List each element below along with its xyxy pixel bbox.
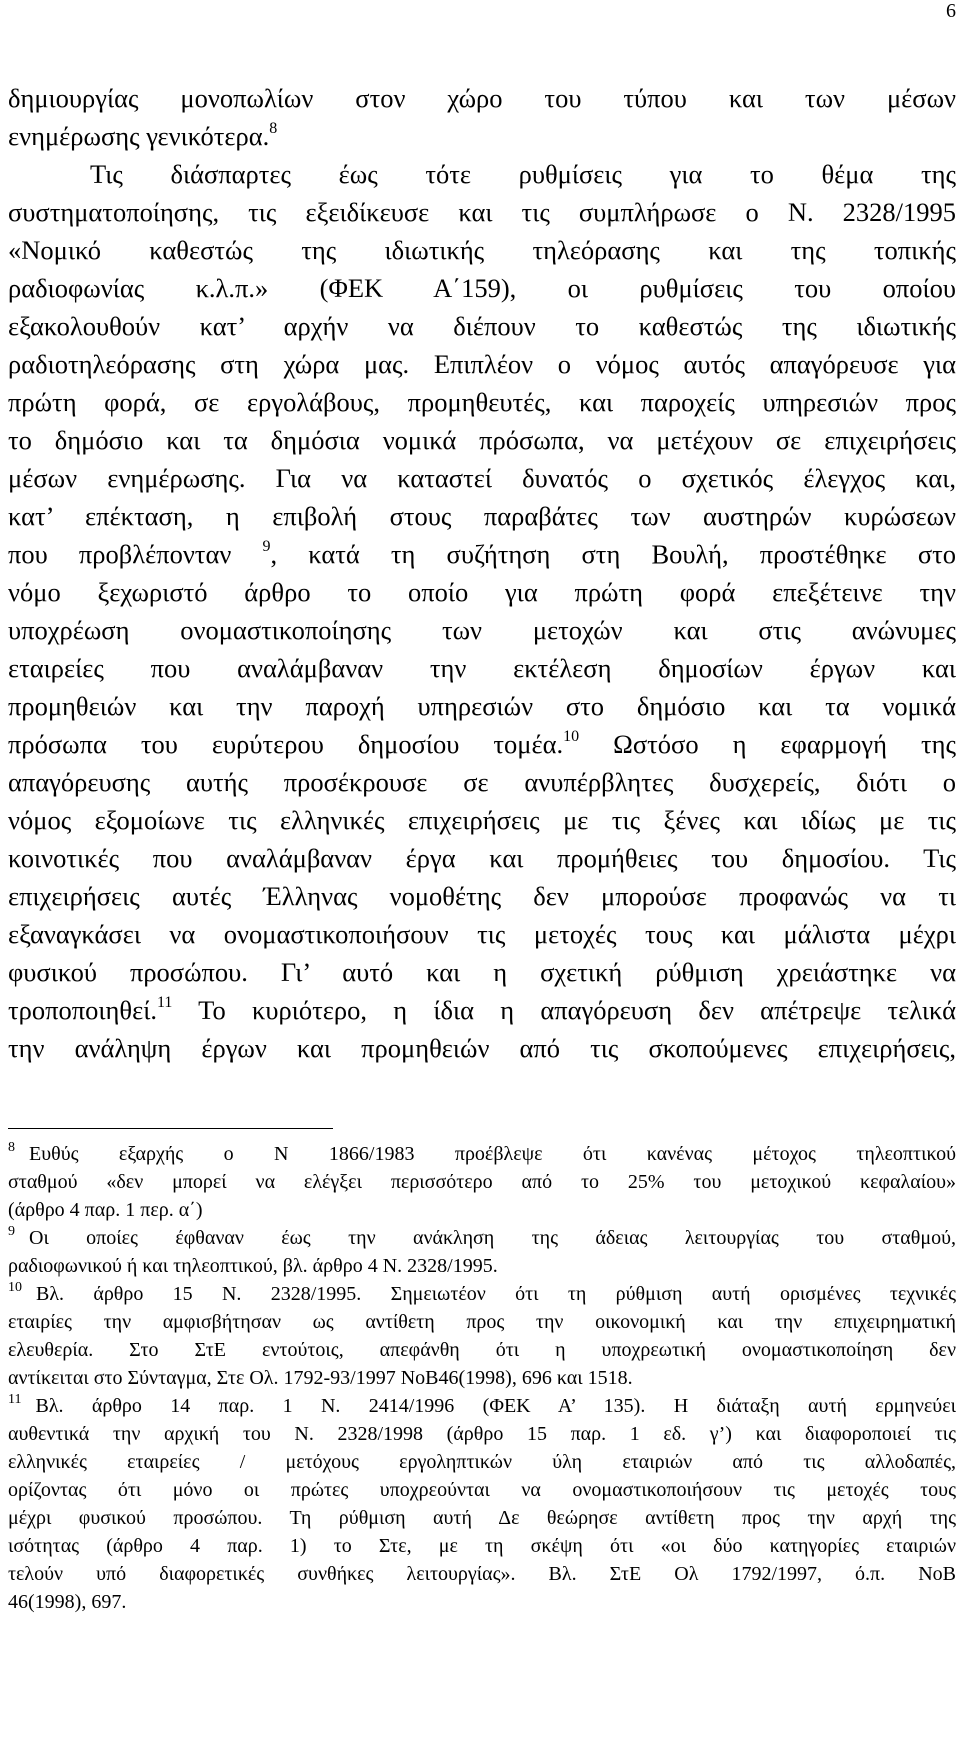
body-line-text: συστηματοποίησης, τις εξειδίκευσε και τις συμπλήρωσε ο Ν. 2328/1995 [8, 197, 956, 227]
footnote-line [8, 1560, 956, 1588]
body-line [8, 839, 956, 877]
footnote-text: ελευθερία. Στο ΣτΕ εντούτοις, απεφάνθη ότι η υποχρεωτική ονομαστικοποίηση δεν [8, 1339, 956, 1361]
footnote-line [8, 1476, 956, 1504]
body-line-text: εταιρείες που αναλάμβαναν την εκτέλεση δημοσίων έργων και [8, 653, 956, 683]
footnote-number: 8 [8, 1140, 15, 1155]
body-line-text: νόμο ξεχωριστό άρθρο το οποίο για πρώτη φορά επεξέτεινε την [8, 577, 956, 607]
footnote-text: αυθεντικά την αρχική του Ν. 2328/1998 (άρθρο 15 παρ. 1 εδ. γ’) και διαφοροποιεί τις [8, 1423, 956, 1445]
footnote-text: μέχρι φυσικού προσώπου. Τη ρύθμιση αυτή Δε θεώρησε αντίθετη προς την αρχή της [8, 1507, 956, 1529]
body-line [8, 573, 956, 611]
footnote [8, 1280, 956, 1392]
body-line [8, 649, 956, 687]
footnote-separator [8, 1128, 333, 1129]
footnote-line [8, 1364, 956, 1392]
footnote-text: Οι οποίες έφθαναν έως την ανάκληση της άδειας λειτουργίας του σταθμού, [29, 1227, 956, 1249]
footnotes [8, 1140, 956, 1616]
body-line-text: κοινοτικές που αναλάμβαναν έργα και προμήθειες του δημοσίου. Τις [8, 843, 956, 873]
footnote-reference[interactable]: 9 [262, 538, 271, 555]
body-line [8, 383, 956, 421]
footnote-line [8, 1196, 956, 1224]
body-line-text: μέσων ενημέρωσης. Για να καταστεί δυνατός ο σχετικός έλεγχος και, [8, 463, 956, 493]
footnote-number: 11 [8, 1392, 22, 1407]
body-line-continuation: Το κυριότερο, η ίδια η απαγόρευση δεν απέτρεψε τελικά [172, 995, 956, 1025]
footnote-text: ελληνικές εταιρείες / μετόχους εργοληπτικών ύλη εταιριών από τις αλλοδαπές, [8, 1451, 956, 1473]
footnote-text: ορίζοντας ότι μόνο οι πρώτες υποχρεούνται να ονομαστικοποιήσουν τις μετοχές τους [8, 1479, 956, 1501]
body-line [8, 155, 956, 193]
footnote-text: 46(1998), 697. [8, 1591, 127, 1613]
footnote-number: 10 [8, 1280, 22, 1295]
body-line-text: που προβλέπονταν [8, 539, 263, 569]
body-line-text: επιχειρήσεις αυτές Έλληνας νομοθέτης δεν μπορούσε προφανώς να τι [8, 881, 956, 911]
footnote-line [8, 1168, 956, 1196]
body-line-text: κατ’ επέκταση, η επιβολή στους παραβάτες των αυστηρών κυρώσεων [8, 501, 956, 531]
body-line-text: τροποποιηθεί. [8, 995, 157, 1025]
body-line-text: ραδιοφωνίας κ.λ.π.» (ΦΕΚ Α΄159), οι ρυθμίσεις του οποίου [8, 273, 956, 303]
body-line-text: νόμος εξομοίωνε τις ελληνικές επιχειρήσεις με τις ξένες και ιδίως με τις [8, 805, 956, 835]
body-text [8, 79, 956, 1067]
body-line [8, 117, 956, 155]
footnote [8, 1140, 956, 1224]
body-line-text: ενημέρωσης γενικότερα. [8, 121, 270, 151]
body-line [8, 307, 956, 345]
body-line-text: πρώτη φορά, σε εργολάβους, προμηθευτές, και παροχείς υπηρεσιών προς [8, 387, 956, 417]
footnote-text: εταιρίες την αμφισβήτησαν ως αντίθετη προς την οικονομική και την επιχειρηματική [8, 1311, 956, 1333]
body-line-text: πρόσωπα του ευρύτερου δημοσίου τομέα. [8, 729, 564, 759]
body-line-text: Τις διάσπαρτες έως τότε ρυθμίσεις για το θέμα της [90, 159, 956, 189]
body-line-continuation: , κατά τη συζήτηση στη Βουλή, προστέθηκε στο [270, 539, 956, 569]
footnote-line [8, 1280, 956, 1308]
footnote-line [8, 1252, 956, 1280]
footnote-line [8, 1224, 956, 1252]
footnote-text: (άρθρο 4 παρ. 1 περ. α΄) [8, 1199, 203, 1221]
footnote-line [8, 1420, 956, 1448]
body-line-text: προμηθειών και την παροχή υπηρεσιών στο δημόσιο και τα νομικά [8, 691, 956, 721]
body-line [8, 459, 956, 497]
footnote-line [8, 1392, 956, 1420]
footnote-text: Βλ. άρθρο 15 Ν. 2328/1995. Σημειωτέον ότι τη ρύθμιση αυτή ορισμένες τεχνικές [36, 1283, 956, 1305]
footnote-line [8, 1308, 956, 1336]
footnote-reference[interactable]: 11 [156, 994, 173, 1011]
footnote-line [8, 1140, 956, 1168]
footnote-line [8, 1532, 956, 1560]
body-line [8, 611, 956, 649]
footnote-line [8, 1336, 956, 1364]
body-line [8, 953, 956, 991]
footnote-text: Ευθύς εξαρχής ο Ν 1866/1983 προέβλεψε ότι κανένας μέτοχος τηλεοπτικού [29, 1143, 956, 1165]
body-line-text: το δημόσιο και τα δημόσια νομικά πρόσωπα, να μετέχουν σε επιχειρήσεις [8, 425, 956, 455]
body-line-text: υποχρέωση ονομαστικοποίησης των μετοχών και στις ανώνυμες [8, 615, 956, 645]
body-line-text: απαγόρευσης αυτής προσέκρουσε σε ανυπέρβλητες δυσχερείς, διότι ο [8, 767, 956, 797]
body-line [8, 193, 956, 231]
body-line-text: εξαναγκάσει να ονομαστικοποιήσουν τις μετοχές τους και μάλιστα μέχρι [8, 919, 956, 949]
body-line [8, 421, 956, 459]
footnote-reference[interactable]: 8 [269, 120, 278, 137]
body-line [8, 991, 956, 1029]
body-line [8, 345, 956, 383]
footnote-text: ισότητας (άρθρο 4 παρ. 1) το Στε, με τη σκέψη ότι «οι δύο κατηγορίες εταιριών [8, 1535, 956, 1557]
body-line [8, 1029, 956, 1067]
body-line-continuation: Ωστόσο η εφαρμογή της [579, 729, 956, 759]
footnote-line [8, 1588, 956, 1616]
body-line [8, 725, 956, 763]
body-line-text: την ανάληψη έργων και προμηθειών από τις σκοπούμενες επιχειρήσεις, [8, 1033, 956, 1063]
body-line [8, 269, 956, 307]
body-line-text: δημιουργίας μονοπωλίων στον χώρο του τύπου και των μέσων [8, 83, 956, 113]
body-line [8, 231, 956, 269]
footnote-text: τελούν υπό διαφορετικές συνθήκες λειτουργίας». Βλ. ΣτΕ Ολ 1792/1997, ό.π. ΝοΒ [8, 1563, 956, 1585]
body-line-text: εξακολουθούν κατ’ αρχήν να διέπουν το καθεστώς της ιδιωτικής [8, 311, 956, 341]
footnote-text: αντίκειται στο Σύνταγμα, Στε Ολ. 1792-93/1997 ΝοΒ46(1998), 696 και 1518. [8, 1367, 633, 1389]
body-line [8, 535, 956, 573]
footnote-number: 9 [8, 1224, 15, 1239]
page-number: 6 [946, 0, 956, 22]
body-line [8, 801, 956, 839]
body-line [8, 687, 956, 725]
footnote [8, 1392, 956, 1616]
body-line [8, 763, 956, 801]
body-line [8, 79, 956, 117]
body-line-text: ραδιοτηλεόρασης στη χώρα μας. Επιπλέον ο νόμος αυτός απαγόρευσε για [8, 349, 956, 379]
body-line-text: «Νομικό καθεστώς της ιδιωτικής τηλεόρασης και της τοπικής [8, 235, 956, 265]
footnote-text: σταθμού «δεν μπορεί να ελέγξει περισσότερο από το 25% του μετοχικού κεφαλαίου» [8, 1171, 956, 1193]
footnote [8, 1224, 956, 1280]
footnote-reference[interactable]: 10 [563, 728, 580, 745]
footnote-text: ραδιοφωνικού ή και τηλεοπτικού, βλ. άρθρο 4 Ν. 2328/1995. [8, 1255, 498, 1277]
footnote-line [8, 1504, 956, 1532]
footnote-line [8, 1448, 956, 1476]
body-line [8, 497, 956, 535]
footnote-text: Βλ. άρθρο 14 παρ. 1 Ν. 2414/1996 (ΦΕΚ Α’ 135). Η διάταξη αυτή ερμηνεύει [35, 1395, 956, 1417]
body-line [8, 877, 956, 915]
body-line-text: φυσικού προσώπου. Γι’ αυτό και η σχετική ρύθμιση χρειάστηκε να [8, 957, 956, 987]
body-line [8, 915, 956, 953]
